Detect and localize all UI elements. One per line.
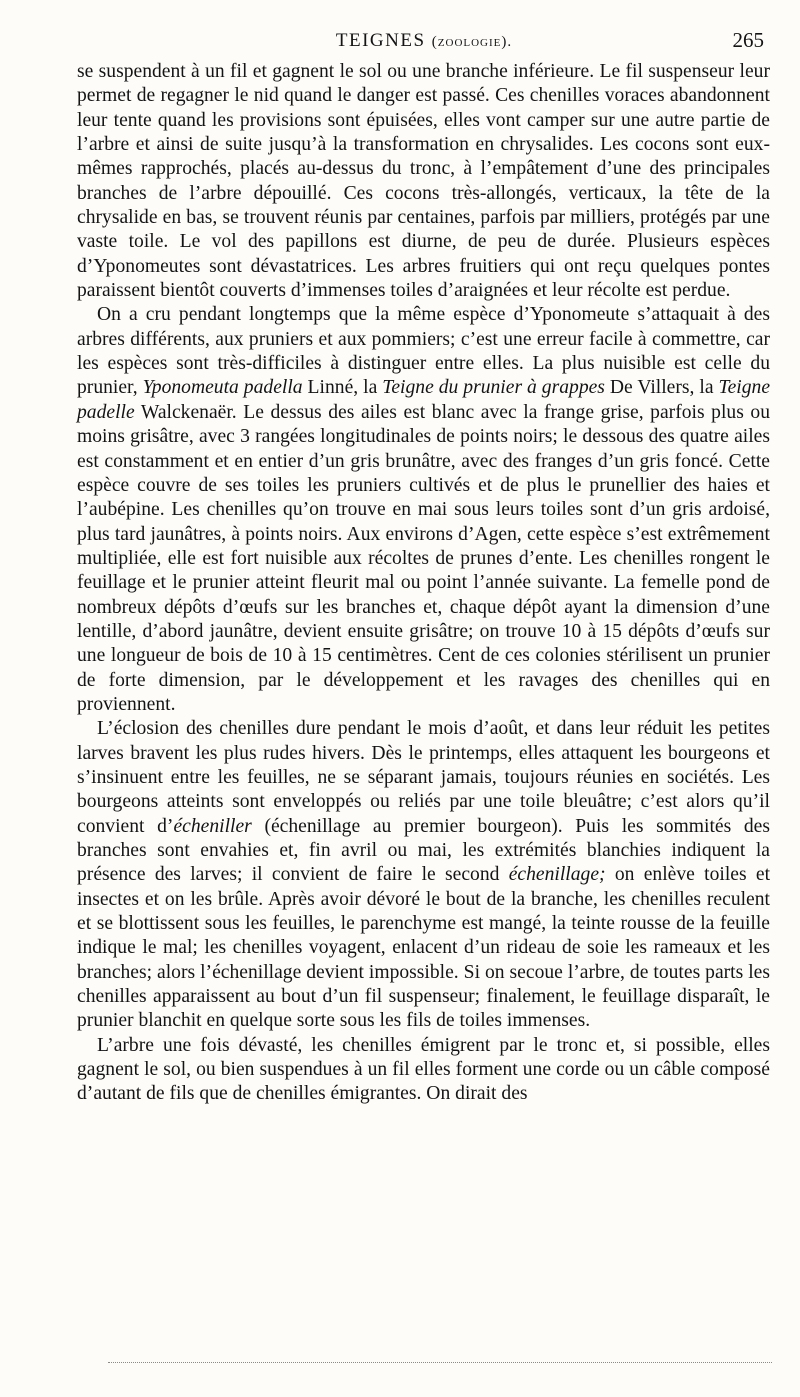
italic-text-run: Yponomeuta padella — [142, 377, 303, 399]
paragraph — [77, 1034, 770, 1107]
running-title — [78, 30, 770, 52]
text-run: (échenillage au premier bourgeon). Puis les sommités des branches sont envahies et, fin avril ou mai, les extrémités blanchies indiquent la présence des larves; il convient de faire le second — [77, 815, 770, 886]
body-text — [77, 60, 770, 1107]
header-subtitle: (zoologie). — [431, 34, 513, 50]
text-run: L’arbre une fois dévasté, les chenilles émigrent par le tronc et, si possible, elles gagnent le sol, ou bien suspendues à un fil elles forment une corde ou un câble composé d’autant de fils que de chenilles émigrantes. On dirait des — [77, 1034, 770, 1105]
paragraph — [77, 303, 770, 717]
text-run: De Villers, la — [604, 377, 719, 399]
running-header — [78, 26, 770, 60]
italic-text-run: échenillage; — [508, 864, 606, 886]
italic-text-run: Teigne padelle — [77, 377, 771, 423]
paragraph — [77, 717, 770, 1033]
text-run: On a cru pendant longtemps que la même espèce d’Yponomeute s’attaquait à des arbres différents, aux pruniers et aux pommiers; c’est une erreur facile à commettre, car les espèces sont très-difficiles à distinguer entre elles. La plus nuisible est celle du prunier, — [77, 304, 770, 399]
header-title: TEIGNES — [335, 30, 426, 51]
italic-text-run: écheniller — [173, 815, 252, 837]
footer-dotted-rule — [108, 1362, 772, 1363]
text-run: Walckenaër. Le dessus des ailes est blanc avec la frange grise, parfois plus ou moins grisâtre, avec 3 rangées longitudinales de points noirs; le dessous des quatre ailes est constamment et en entier d’un gris brunâtre, avec des franges d’un gris foncé. Cette espèce couvre de ses toiles les pruniers cultivés et de plus le prunellier des haies et l’aubépine. Les chenilles qu’on trouve en mai sous leurs toiles sont d’un gris ardoisé, plus tard jaunâtres, à points noirs. Aux environs d’Agen, cette espèce s’est extrêmement multipliée, elle est fort nuisible aux récoltes de prunes d’ente. Les chenilles rongent le feuillage et le prunier atteint fleurit mal ou point l’année suivante. La femelle pond de nombreux dépôts d’œufs sur les branches et, chaque dépôt ayant la dimension d’une lentille, d’abord jaunâtre, devient ensuite grisâtre; on trouve 10 à 15 dépôts d’œufs sur une longueur de bois de 10 à 15 centimètres. Cent de ces colonies stérilisent un prunier de forte dimension, par le développement et les ravages des chenilles qui en proviennent. — [77, 401, 770, 715]
text-run: on enlève toiles et insectes et on les brûle. Après avoir dévoré le bout de la branche, les chenilles reculent et se blottissent sous les feuilles, le parenchyme est mangé, la teinte rousse de la feuille indique le mal; les chenilles voyagent, enlacent d’un rideau de soie les rameaux et les branches; alors l’échenillage devient impossible. Si on secoue l’arbre, de toutes parts les chenilles apparaissent au bout d’un fil suspenseur; finalement, le feuillage disparaît, le prunier blanchit en quelque sorte sous les fils de toiles immenses. — [77, 864, 771, 1032]
text-run: se suspendent à un fil et gagnent le sol ou une branche inférieure. Le fil suspenseur leur permet de regagner le nid quand le danger est passé. Ces chenilles voraces abandonnent leur tente quand les provisions sont épuisées, elles vont camper sur une autre partie de l’arbre et ainsi de suite jusqu’à la transformation en chrysalides. Les cocons sont eux-mêmes rapprochés, placés au-dessus du tronc, à l’empâtement d’une des principales branches de l’arbre dépouillé. Ces cocons très-allongés, verticaux, la tête de la chrysalide en bas, se trouvent réunis par centaines, parfois par milliers, protégés par une vaste toile. Le vol des papillons est diurne, de peu de durée. Plusieurs espèces d’Yponomeutes sont dévastatrices. Les arbres fruitiers qui ont reçu quelques pontes paraissent bientôt couverts d’immenses toiles d’araignées et leur récolte est perdue. — [77, 61, 770, 302]
page-number: 265 — [732, 28, 764, 52]
italic-text-run: Teigne du prunier à grappes — [382, 377, 605, 399]
paragraph — [77, 60, 770, 303]
text-run: L’éclosion des chenilles dure pendant le mois d’août, et dans leur réduit les petites larves bravent les plus rudes hivers. Dès le printemps, elles attaquent les bourgeons et s’insinuent entre les feuilles, ne se séparant jamais, toujours réunies en sociétés. Les bourgeons atteints sont enveloppés ou reliés par une toile bleuâtre; c’est alors qu’il convient d’ — [77, 718, 770, 837]
text-run: Linné, la — [302, 377, 383, 399]
